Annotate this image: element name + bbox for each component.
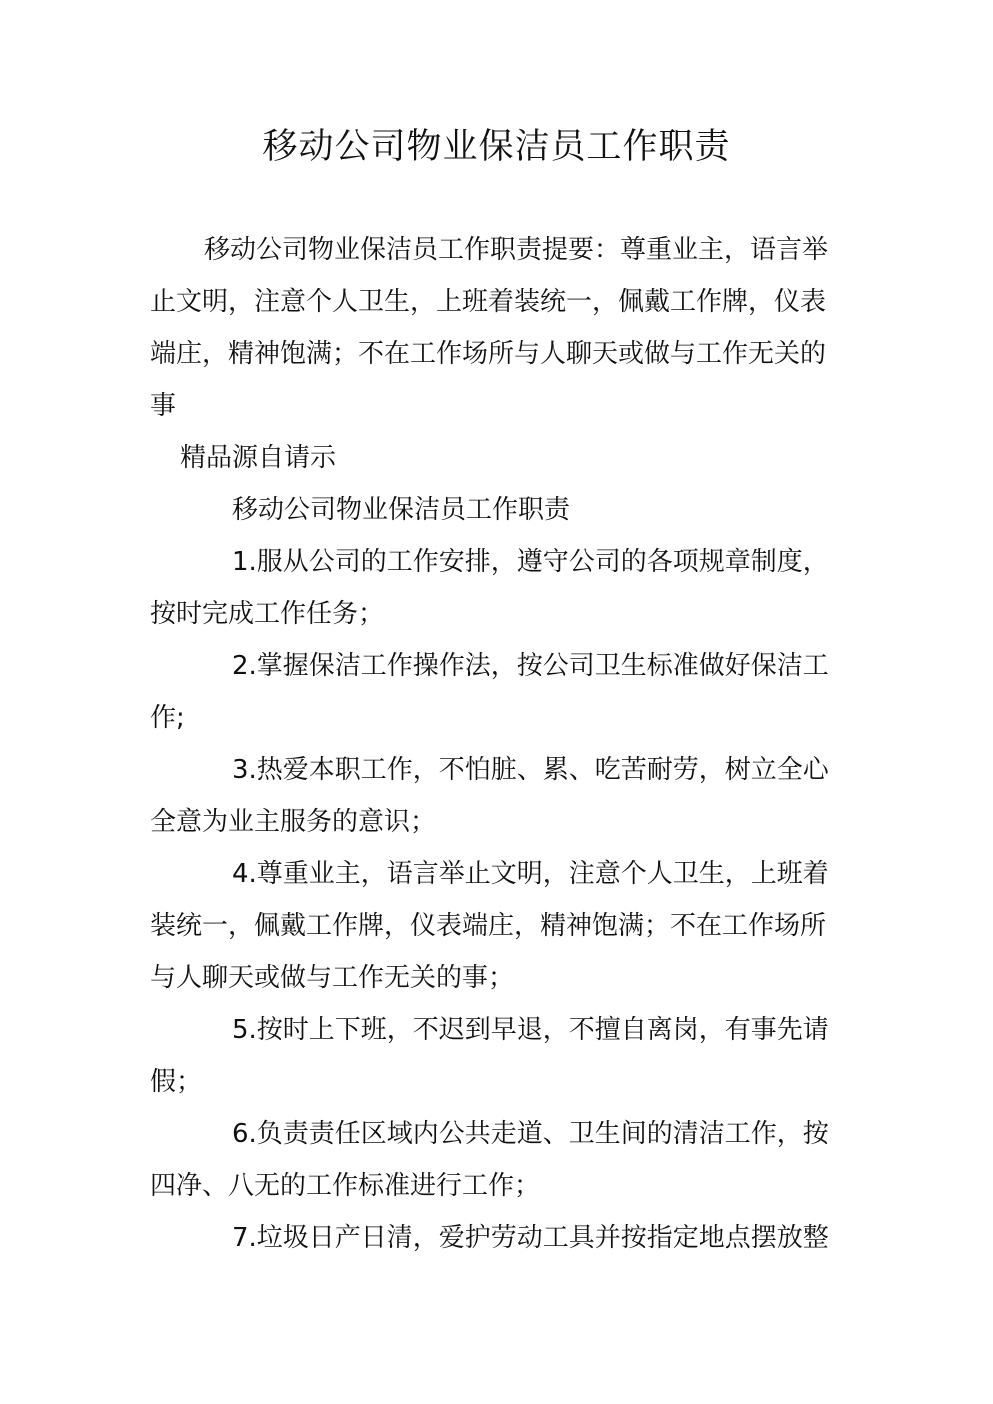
duty-item-5: 5.按时上下班，不迟到早退，不擅自离岗，有事先请假； bbox=[150, 1015, 829, 1097]
source-note: 精品源自请示 bbox=[180, 443, 337, 473]
section-subtitle: 移动公司物业保洁员工作职责 bbox=[232, 495, 571, 525]
duty-item-7: 7.垃圾日产日清，爱护劳动工具并按指定地点摆放整 bbox=[232, 1223, 829, 1253]
duty-item-3: 3.热爱本职工作，不怕脏、累、吃苦耐劳，树立全心全意为业主服务的意识； bbox=[150, 755, 829, 837]
summary-paragraph: 移动公司物业保洁员工作职责提要：尊重业主，语言举止文明，注意个人卫生，上班着装统一，佩戴工作牌，仪表端庄，精神饱满；不在工作场所与人聊天或做与工作无关的事 bbox=[150, 235, 829, 421]
duty-item-6: 6.负责责任区域内公共走道、卫生间的清洁工作，按四净、八无的工作标准进行工作； bbox=[150, 1119, 829, 1201]
duty-item-1: 1.服从公司的工作安排，遵守公司的各项规章制度，按时完成工作任务； bbox=[150, 547, 829, 629]
document-body bbox=[150, 224, 843, 1264]
duty-item-4: 4.尊重业主，语言举止文明，注意个人卫生，上班着装统一，佩戴工作牌，仪表端庄，精神饱满；不在工作场所与人聊天或做与工作无关的事； bbox=[150, 859, 829, 993]
duty-item-2: 2.掌握保洁工作操作法，按公司卫生标准做好保洁工作; bbox=[150, 651, 829, 733]
document-title: 移动公司物业保洁员工作职责 bbox=[262, 127, 731, 167]
